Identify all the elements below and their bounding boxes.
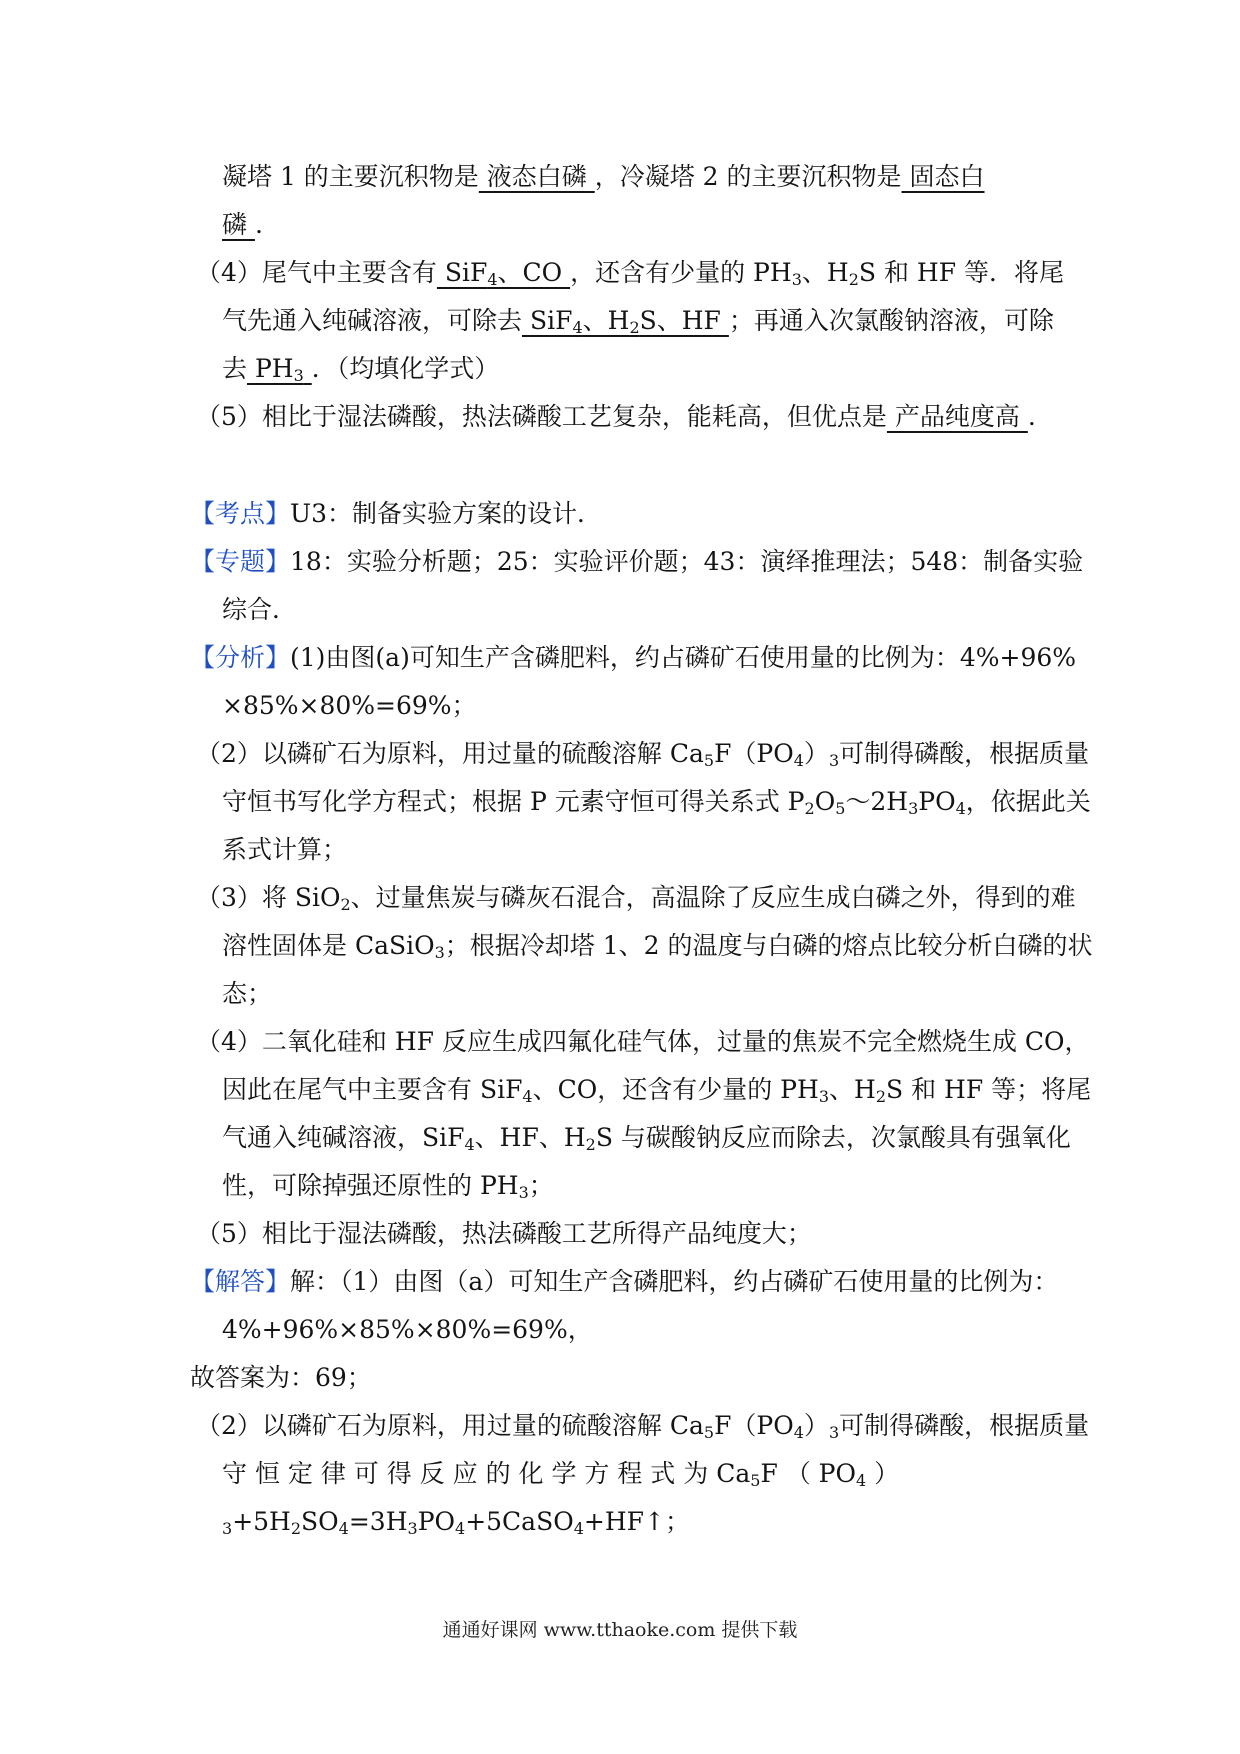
q3-answer-2: 固态白: [901, 162, 985, 191]
q4-line-3: 去 $PH_3$ ．（均填化学式）: [222, 354, 500, 385]
q3-text: 凝塔 1 的主要沉积物是: [222, 162, 479, 191]
q4-answer-2: SiF$_4$、$H_2S$、HF: [522, 306, 729, 337]
q4-line-1: （4）尾气中主要含有 SiF$_4$、CO ，还含有少量的 $PH_3$、$H_2S$ 和 HF 等．将尾: [196, 258, 1064, 289]
q3-answer-1: 液态白磷: [478, 162, 595, 191]
jieda-line-2: 4%+96%×85%×80%=69%，: [222, 1315, 593, 1344]
q3-answer-2-cont: 磷: [222, 210, 255, 239]
zhuanti-tag: 【专题】: [190, 547, 291, 576]
q3-line-2: [222, 208, 263, 242]
q5-line: （5）相比于湿法磷酸，热法磷酸工艺复杂，能耗高，但优点是 产品纯度高 .: [196, 402, 1036, 431]
fenxi-p4-line-1: （4）二氧化硅和 HF 反应生成四氟化硅气体，过量的焦炭不完全燃烧生成 CO，: [196, 1027, 1090, 1056]
fenxi-p4-line-2: 因此在尾气中主要含有 SiF$_4$、CO，还含有少量的 $PH_3$、$H_2S$ 和 HF 等；将尾: [222, 1075, 1092, 1106]
fenxi-p3-line-1: （3）将 SiO$_2$、过量焦炭与磷灰石混合，高温除了反应生成白磷之外，得到的难: [196, 883, 1076, 914]
q4-answer-1: SiF$_4$、CO: [436, 258, 571, 289]
jieda-p2-line-1: （2）以磷矿石为原料，用过量的硫酸溶解 $Ca_5F(PO_4)_3$可制得磷酸，根据质量: [196, 1411, 1090, 1442]
kaodian-line: 【考点】U3：制备实验方案的设计．: [190, 499, 602, 528]
page-footer: 通通好课网 www.tthaoke.com 提供下载: [442, 1619, 798, 1641]
fenxi-p2-line-1: （2）以磷矿石为原料，用过量的硫酸溶解 $Ca_5F(PO_4)_3$可制得磷酸，根据质量: [196, 739, 1090, 770]
fenxi-tag: 【分析】: [190, 643, 291, 672]
q5-answer: 产品纯度高: [886, 402, 1028, 431]
fenxi-p4-line-4: 性，可除掉强还原性的 $PH_3$；: [222, 1171, 554, 1202]
fenxi-line-1: 【分析】(1)由图(a)可知生产含磷肥料，约占磷矿石使用量的比例为：4%+96%: [190, 643, 1077, 672]
fenxi-p4-line-3: 气通入纯碱溶液，SiF$_4$、HF、$H_2S$ 与碳酸钠反应而除去，次氯酸具有强氧化: [222, 1123, 1071, 1154]
jieda-tag: 【解答】: [190, 1267, 291, 1296]
fenxi-p3-line-2: 溶性固体是 CaSiO$_3$；根据冷却塔 1、2 的温度与白磷的熔点比较分析白磷的状: [222, 931, 1093, 962]
fenxi-p5-line-1: （5）相比于湿法磷酸，热法磷酸工艺所得产品纯度大；: [196, 1219, 812, 1248]
q3-text: ，冷凝塔 2 的主要沉积物是: [594, 162, 902, 191]
fenxi-p2-line-3: 系式计算；: [222, 835, 348, 864]
zhuanti-line-1: 【专题】18：实验分析题；25：实验评价题；43：演绎推理法；548：制备实验: [190, 547, 1084, 576]
kaodian-tag: 【考点】: [190, 499, 291, 528]
q3-line-1: [222, 160, 984, 194]
jieda-line-1: 【解答】解：（1）由图（a）可知生产含磷肥料，约占磷矿石使用量的比例为：: [190, 1267, 1059, 1296]
jieda-p2-line-3: $_3+5H_2SO_4=3H_3PO_4+5CaSO_4+HF↑$；: [222, 1507, 690, 1538]
fenxi-p2-line-2: 守恒书写化学方程式；根据 P 元素守恒可得关系式 $P_2O_5\sim 2H_3PO_4$，依据此关: [222, 787, 1091, 818]
zhuanti-line-2: 综合．: [222, 595, 298, 624]
q4-label: （4）尾气中主要含有: [196, 258, 437, 287]
fenxi-p3-line-3: 态；: [222, 979, 273, 1008]
jieda-line-3: 故答案为：69；: [190, 1363, 372, 1392]
q3-text: .: [254, 210, 263, 239]
q4-answer-3: $PH_3$: [247, 354, 304, 385]
jieda-p2-line-2: 守 恒 定 律 可 得 反 应 的 化 学 方 程 式 为 $Ca_5F$ （ $PO_4$ ）: [222, 1459, 900, 1490]
q4-line-2: 气先通入纯碱溶液，可除去 SiF$_4$、$H_2S$、HF ；再通入次氯酸钠溶液，可除: [222, 306, 1054, 337]
fenxi-line-2: ×85%×80%=69%；: [222, 691, 477, 720]
